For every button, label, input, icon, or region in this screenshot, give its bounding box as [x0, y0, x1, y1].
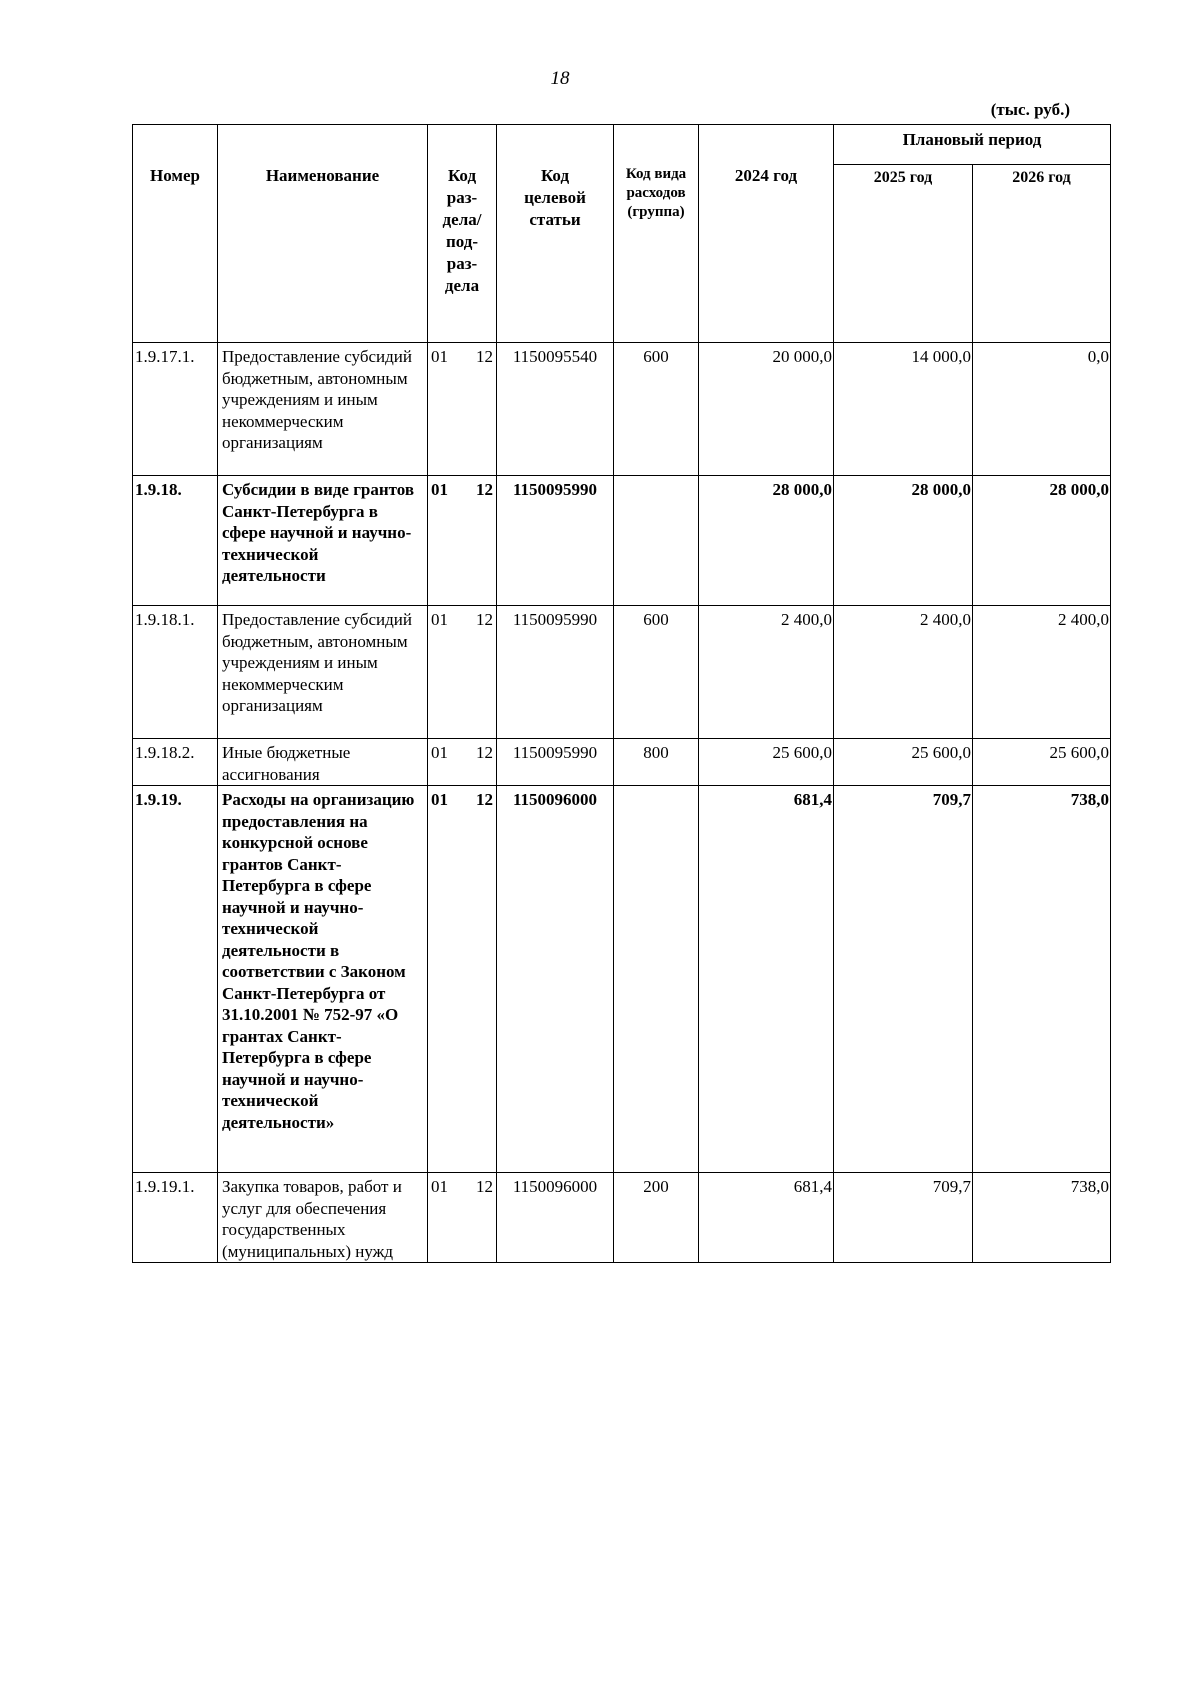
subsection-code: 12	[476, 610, 493, 629]
row-section-code	[428, 343, 497, 476]
row-amount-2025: 709,7	[834, 786, 973, 1173]
section-code: 01	[431, 610, 448, 629]
row-name: Иные бюджетные ассигнования	[218, 739, 428, 786]
table-row	[133, 606, 1111, 739]
row-target-code: 1150096000	[497, 1173, 614, 1263]
subsection-code: 12	[476, 347, 493, 366]
header-target-code: Код целевой статьи	[497, 125, 614, 343]
row-section-code	[428, 1173, 497, 1263]
header-year-2026: 2026 год	[973, 165, 1111, 343]
table-row	[133, 343, 1111, 476]
section-code: 01	[431, 480, 448, 499]
section-code: 01	[431, 1177, 448, 1196]
header-name: Наименование	[218, 125, 428, 343]
row-expense-type-code: 600	[614, 606, 699, 739]
row-amount-2024: 25 600,0	[699, 739, 834, 786]
row-section-code	[428, 606, 497, 739]
row-target-code: 1150096000	[497, 786, 614, 1173]
row-amount-2026: 25 600,0	[973, 739, 1111, 786]
row-name: Закупка товаров, работ и услуг для обеспечения государственных (муниципальных) нужд	[218, 1173, 428, 1263]
row-amount-2025: 14 000,0	[834, 343, 973, 476]
row-expense-type-code	[614, 786, 699, 1173]
budget-table	[132, 124, 1111, 1263]
row-expense-type-code: 600	[614, 343, 699, 476]
row-name: Предоставление субсидий бюджетным, автономным учреждениям и иным некоммерческим организациям	[218, 606, 428, 739]
row-amount-2026: 0,0	[973, 343, 1111, 476]
row-amount-2025: 709,7	[834, 1173, 973, 1263]
header-planned-period: Плановый период	[834, 125, 1111, 165]
row-number: 1.9.18.1.	[133, 606, 218, 739]
table-body	[133, 343, 1111, 1263]
header-year-2024: 2024 год	[699, 125, 834, 343]
subsection-code: 12	[476, 743, 493, 762]
section-code: 01	[431, 790, 448, 809]
row-amount-2026: 28 000,0	[973, 476, 1111, 606]
row-number: 1.9.18.	[133, 476, 218, 606]
row-amount-2025: 2 400,0	[834, 606, 973, 739]
row-amount-2024: 681,4	[699, 1173, 834, 1263]
table-row	[133, 739, 1111, 786]
page-number: 18	[550, 68, 570, 89]
row-number: 1.9.17.1.	[133, 343, 218, 476]
row-amount-2025: 25 600,0	[834, 739, 973, 786]
row-section-code	[428, 476, 497, 606]
subsection-code: 12	[476, 790, 493, 809]
row-amount-2024: 681,4	[699, 786, 834, 1173]
header-expense-type-code: Код вида расходов (группа)	[614, 125, 699, 343]
row-number: 1.9.19.1.	[133, 1173, 218, 1263]
table-row	[133, 786, 1111, 1173]
row-number: 1.9.19.	[133, 786, 218, 1173]
row-target-code: 1150095990	[497, 606, 614, 739]
row-number: 1.9.18.2.	[133, 739, 218, 786]
row-amount-2026: 738,0	[973, 786, 1111, 1173]
row-amount-2026: 738,0	[973, 1173, 1111, 1263]
row-amount-2024: 20 000,0	[699, 343, 834, 476]
table-row	[133, 1173, 1111, 1263]
row-name: Расходы на организацию предоставления на конкурсной основе грантов Санкт-Петербурга в сфере научной и научно-технической деятельности в соответствии с Законом Санкт-Петербурга от 31.10.2001 № 752-97 «О грантах Санкт-Петербурга в сфере научной и научно-технической деятельности»	[218, 786, 428, 1173]
row-expense-type-code: 800	[614, 739, 699, 786]
row-section-code	[428, 786, 497, 1173]
row-amount-2024: 28 000,0	[699, 476, 834, 606]
section-code: 01	[431, 743, 448, 762]
row-name: Субсидии в виде грантов Санкт-Петербурга в сфере научной и научно-технической деятельности	[218, 476, 428, 606]
row-section-code	[428, 739, 497, 786]
units-label: (тыс. руб.)	[990, 100, 1070, 119]
row-target-code: 1150095990	[497, 476, 614, 606]
section-code: 01	[431, 347, 448, 366]
row-target-code: 1150095990	[497, 739, 614, 786]
row-amount-2026: 2 400,0	[973, 606, 1111, 739]
row-amount-2024: 2 400,0	[699, 606, 834, 739]
subsection-code: 12	[476, 480, 493, 499]
header-number: Номер	[133, 125, 218, 343]
row-amount-2025: 28 000,0	[834, 476, 973, 606]
subsection-code: 12	[476, 1177, 493, 1196]
row-target-code: 1150095540	[497, 343, 614, 476]
row-expense-type-code: 200	[614, 1173, 699, 1263]
row-expense-type-code	[614, 476, 699, 606]
table-row	[133, 476, 1111, 606]
header-year-2025: 2025 год	[834, 165, 973, 343]
row-name: Предоставление субсидий бюджетным, автономным учреждениям и иным некоммерческим организациям	[218, 343, 428, 476]
header-section-code: Код раз-дела/ под-раз-дела	[428, 125, 497, 343]
